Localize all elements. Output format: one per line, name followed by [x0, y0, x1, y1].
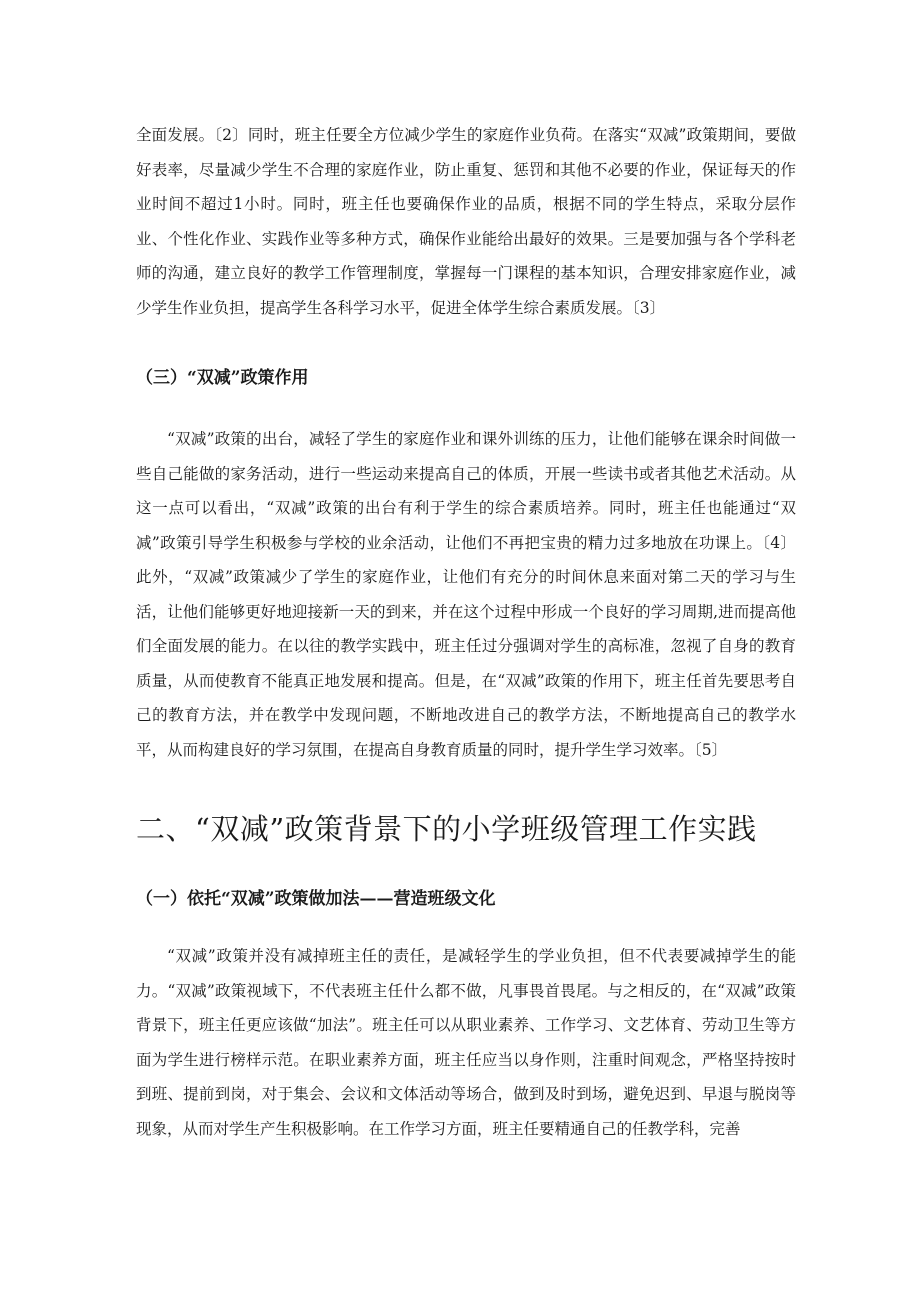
- section-heading-class-management-practice: 二、“双减”政策背景下的小学班级管理工作实践: [136, 812, 757, 846]
- subheading-class-culture: （一）依托“双减”政策做加法——营造班级文化: [136, 889, 496, 909]
- paragraph-class-culture: “双减”政策并没有减掉班主任的责任，是减轻学生的学业负担，但不代表要减掉学生的能力。“双减”政策视域下，不代表班主任什么都不做，凡事畏首畏尾。与之相反的，在“双减”政策背景下，班主任更应该做“加法”。班主任可以从职业素养、工作学习、文艺体育、劳动卫生等方面为学生进行榜样示范。在职业素养方面，班主任应当以身作则，注重时间观念，严格坚持按时到班、提前到岗，对于集会、会议和文体活动等场合，做到及时到场，避免迟到、早退与脱岗等现象，从而对学生产生积极影响。在工作学习方面，班主任要精通自己的任教学科，完善: [136, 947, 796, 1138]
- paragraph-overall-development: 全面发展。〔2〕同时，班主任要全方位减少学生的家庭作业负荷。在落实“双减”政策期间，要做好表率，尽量减少学生不合理的家庭作业，防止重复、惩罚和其他不必要的作业，保证每天的作业时间不超过1小时。同时，班主任也要确保作业的品质，根据不同的学生特点，采取分层作业、个性化作业、实践作业等多种方式，确保作业能给出最好的效果。三是要加强与各个学科老师的沟通，建立良好的教学工作管理制度，掌握每一门课程的基本知识，合理安排家庭作业，减少学生作业负担，提高学生各科学习水平，促进全体学生综合素质发展。〔3〕: [136, 126, 796, 317]
- subheading-policy-effect: （三）“双减”政策作用: [136, 368, 309, 388]
- paragraph-policy-effect: “双减”政策的出台，减轻了学生的家庭作业和课外训练的压力，让他们能够在课余时间做一些自己能做的家务活动，进行一些运动来提高自己的体质，开展一些读书或者其他艺术活动。从这一点可以看出，“双减”政策的出台有利于学生的综合素质培养。同时，班主任也能通过“双减”政策引导学生积极参与学校的业余活动，让他们不再把宝贵的精力过多地放在功课上。〔4〕此外，“双减”政策减少了学生的家庭作业，让他们有充分的时间休息来面对第二天的学习与生活，让他们能够更好地迎接新一天的到来，并在这个过程中形成一个良好的学习周期,进而提高他们全面发展的能力。在以往的教学实践中，班主任过分强调对学生的高标准，忽视了自身的教育质量，从而使教育不能真正地发展和提高。但是，在“双减”政策的作用下，班主任首先要思考自己的教育方法，并在教学中发现问题，不断地改进自己的教学方法，不断地提高自己的教学水平，从而构建良好的学习氛围，在提高自身教育质量的同时，提升学生学习效率。〔5〕: [136, 430, 796, 759]
